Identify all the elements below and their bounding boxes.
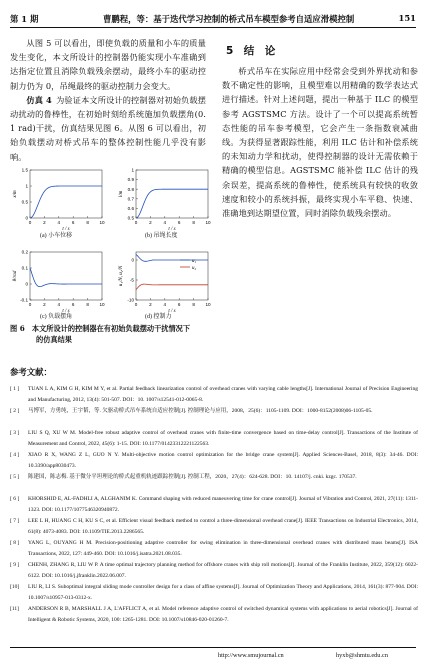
x-axis-label: t / s — [62, 309, 70, 314]
y-tick-label: 0 — [131, 257, 134, 263]
y-tick-label: -10 — [127, 297, 134, 303]
reference-number: [ 3 ] — [10, 430, 20, 436]
page-number: 151 — [398, 13, 416, 23]
y-axis-label: x/m — [13, 190, 18, 198]
x-tick-label: 4 — [57, 302, 61, 307]
subcaption-c: (c) 负载摆角 — [40, 314, 73, 320]
x-tick-label: 0 — [134, 302, 138, 307]
legend-label-u2: u₂ — [192, 265, 197, 271]
y-tick-label: 1 — [25, 183, 28, 189]
reference-text: LIU R, LI S. Suboptimal integral sliding mode controller design for a class of affine systems[J]. Journal of Optimization Theory and Applications, 2014, 161(3): 877-904. DOI: 10.1007/s10957-013-0312-x. — [28, 584, 418, 601]
y-tick-label: 0.5 — [21, 199, 28, 205]
x-tick-label: 6 — [177, 302, 181, 307]
figure-caption — [10, 323, 210, 345]
reference-number: [11] — [10, 606, 19, 612]
left-paragraph-2 — [10, 93, 206, 164]
x-tick-label: 0 — [28, 302, 32, 307]
issue-number: 第 1 期 — [10, 14, 39, 24]
y-axis-label: l/m — [119, 190, 124, 198]
series-line-a — [30, 186, 102, 218]
y-tick-label: 0.5 — [127, 215, 134, 221]
reference-number: [ 9 ] — [10, 562, 20, 568]
footer-email[interactable]: hyxb@shmtu.edu.cn — [336, 652, 388, 659]
plot-frame-c — [30, 252, 102, 300]
reference-number: [ 5 ] — [10, 474, 20, 480]
x-tick-label: 6 — [71, 302, 75, 307]
reference-number: [ 1 ] — [10, 386, 20, 392]
y-tick-label: 0.6 — [127, 206, 134, 211]
y-axis-label: θ/rad — [13, 270, 18, 282]
plot-frame-b — [136, 170, 208, 218]
reference-number: [ 2 ] — [10, 408, 20, 414]
y-axis-label: u₁/N, u₂/N — [119, 265, 124, 287]
series-line-u1 — [136, 254, 208, 261]
series-line-b — [136, 189, 208, 218]
plot-frame-a — [30, 170, 102, 218]
x-tick-label: 8 — [86, 220, 89, 225]
y-tick-label: -0.1 — [20, 297, 28, 303]
reference-number: [10] — [10, 584, 20, 590]
x-tick-label: 6 — [71, 220, 75, 225]
footer-url[interactable]: http://www.smujournal.cn — [218, 652, 284, 659]
subcaption-b: (b) 吊绳长度 — [145, 233, 178, 239]
x-tick-label: 8 — [192, 302, 195, 307]
x-tick-label: 2 — [43, 220, 46, 225]
subcaption-a: (a) 小车位移 — [40, 233, 73, 239]
x-tick-label: 8 — [86, 302, 89, 307]
x-tick-label: 0 — [134, 220, 138, 225]
y-tick-label: 1.5 — [21, 167, 28, 173]
series-line-u2 — [136, 284, 208, 290]
right-text-block — [222, 64, 418, 220]
x-axis-label: t / s — [62, 227, 70, 232]
x-tick-label: 2 — [149, 302, 152, 307]
reference-number: [ 4 ] — [10, 452, 20, 458]
reference-text: LEE L H, HUANG C H, KU S C, et al. Efficient visual feedback method to control a three-dimensional overhead crane[J]. IEEE Transactions on Industrial Electronics, 2014, 61(8): 4073-4083. DOI: 10.1109/TIE.2013.2286565. — [28, 518, 418, 535]
caption-line-2: 的仿真结果 — [36, 335, 72, 344]
y-tick-label: 1 — [131, 167, 134, 173]
figure-6 — [8, 160, 218, 318]
legend-label-u1: u₁ — [192, 258, 197, 264]
reference-text: KHORSHID E, AL-FADHLI A, ALGHANIM K. Command shaping with reduced maneuvering time for crane control[J]. Journal of Vibration and Control, 2021, 27(11): 1311-1323. DOI: 10.1177/1077546320940872. — [28, 496, 418, 513]
reference-text: 马博军，方勇纯，王宇韬，等. 欠驱动桥式吊车系统自适应控制[J]. 控制理论与应用，2008，25(6)：1105-1109. DOI：1000-8152(2008)06-1105-05. — [28, 408, 373, 414]
reference-text: 陈建国，陈志梅. 基于微分平坦理论的桥式起重机轨迹跟踪控制[J]. 控制工程，2020，27(4)：624-628. DOI：10. 14107/j. cnki. kzgc. 170537. — [28, 474, 357, 480]
x-tick-label: 10 — [99, 220, 105, 225]
y-tick-label: 0.8 — [127, 186, 134, 192]
y-tick-label: 0.1 — [21, 265, 28, 271]
sim4-text: 为验证本文所设计的控制器对初始负载摆动扰动的鲁棒性，在初始时刻给系统施加负载摆角(0. 1 rad)干扰，仿真结果见图 6。从图 6 可以看出，初始负载摆动对桥式吊车的整体控制性能几乎没有影响。 — [10, 94, 206, 162]
reference-list — [0, 384, 427, 644]
y-tick-label: 0.9 — [127, 177, 134, 183]
x-tick-label: 4 — [163, 302, 167, 307]
y-tick-label: 0 — [25, 215, 28, 221]
x-tick-label: 2 — [149, 220, 152, 225]
reference-text: LIU S Q, XU W M. Model-free robust adaptive control of overhead cranes with finite-time convergence based on time-delay control[J]. Transactions of the Institute of Measurement and Control, 2022, 45(6): 1-15. DOI: 10.1177/01423312221122563. — [28, 430, 418, 447]
reference-text: ANDERSON R B, MARSHALL J A, L'AFFLICT A, et al. Model reference adaptive control of switched dynamical systems with applications to aerial robotics[J]. Journal of Intelligent & Robotic Systems, 2020, 100: 1265-1281. DOI: 10.1007/s10846-020-01260-7. — [28, 606, 418, 623]
conclusion-paragraph: 桥式吊车在实际应用中经常会受到外界扰动和参数不确定性的影响，且模型难以用精确的数学表达式进行描述。针对上述问题，提出一种基于 ILC 的模型参考 AGSTSMC 方法。设计了一个可以提高系统暂态性能的吊车参考模型，它会产生一条指数衰减曲线。为获得显著跟踪性能，利用 ILC 估计和补偿系统的未知动力学和扰动，使得控制器的设计无需依赖于精确的模型信息。AGSTSMC 能补偿 ILC 估计的残余误差，提高系统的鲁棒性，使系统具有较快的收敛速度和较小的系统抖振，最终实现小车平稳、快速、准确地到达期望位置，同时消除负载残余摆动。 — [222, 66, 418, 219]
y-tick-label: 0.2 — [21, 249, 28, 255]
references-heading: 参考文献： — [10, 367, 52, 377]
y-tick-label: 0.7 — [127, 196, 134, 202]
footer-rule — [10, 647, 416, 648]
running-title: 曹鹏程，等：基于迭代学习控制的桥式吊车模型参考自适应滑模控制 — [103, 14, 355, 24]
x-tick-label: 0 — [28, 220, 32, 225]
sim4-label: 仿真 4 — [26, 94, 52, 105]
reference-number: [ 8 ] — [10, 540, 20, 546]
x-tick-label: 10 — [99, 302, 105, 307]
header-rule — [10, 27, 416, 28]
subcaption-d: (d) 控制力 — [145, 314, 172, 320]
reference-text: TUAN L A, KIM G H, KIM M Y, et al. Partial feedback linearization control of overhead cranes with varying cable lengths[J]. International Journal of Precision Engineering and Manufacturing, 2012, 13(4): 501-507. DOI：10. 1007/s12541-012-0065-8. — [28, 386, 418, 403]
left-paragraph-1: 从图 5 可以看出，即使负载的质量和小车的质量发生变化，本文所设计的控制器仍能实现小车准确到达指定位置且消除负载残余摆动，最终小车的驱动控制力仍为 0，吊绳最终的驱动控制力会变大。 — [10, 38, 206, 91]
reference-text: XIAO R X, WANG Z L, GUO N Y. Multi-objective motion control optimization for the bridge crane system[J]. Applied Sciences-Basel, 2018, 8(3): 34-46. DOI: 10.3390/app8030473. — [28, 452, 418, 469]
left-text-block — [10, 36, 206, 164]
x-tick-label: 8 — [192, 220, 195, 225]
series-line-c — [30, 268, 102, 287]
section-heading: 5 结 论 — [226, 45, 276, 57]
reference-text: CHENH, ZHANG R, LIU W P. A time optimal trajectory planning method for offshore cranes with ship roll motions[J]. Journal of the Franklin Institute, 2022, 359(12): 6022-6122. DOI: 10.1016/j.jfranklin.2022.06.007. — [28, 562, 418, 579]
x-tick-label: 4 — [163, 220, 167, 225]
x-tick-label: 10 — [205, 220, 211, 225]
plot-frame-d — [136, 252, 208, 300]
x-tick-label: 2 — [43, 302, 46, 307]
x-axis-label: t / s — [168, 309, 176, 314]
reference-text: YANG L, OUYANG H M. Precision-positioning adaptive controller for swing elimination in three-dimensional overhead cranes with distributed mass beams[J]. ISA Transactions, 2022, 127: 449-460. DOI: 10.1016/j.isatra.2021.08.035. — [28, 540, 418, 557]
y-tick-label: 0 — [25, 281, 28, 287]
reference-number: [ 7 ] — [10, 518, 20, 524]
reference-number: [ 6 ] — [10, 496, 20, 502]
caption-line-1: 图 6 本文所设计的控制器在有初始负载摆动干扰情况下 — [10, 324, 191, 333]
x-axis-label: t / s — [168, 227, 176, 232]
x-tick-label: 4 — [57, 220, 61, 225]
x-tick-label: 10 — [205, 302, 211, 307]
x-tick-label: 6 — [177, 220, 181, 225]
y-tick-label: -5 — [129, 277, 134, 283]
